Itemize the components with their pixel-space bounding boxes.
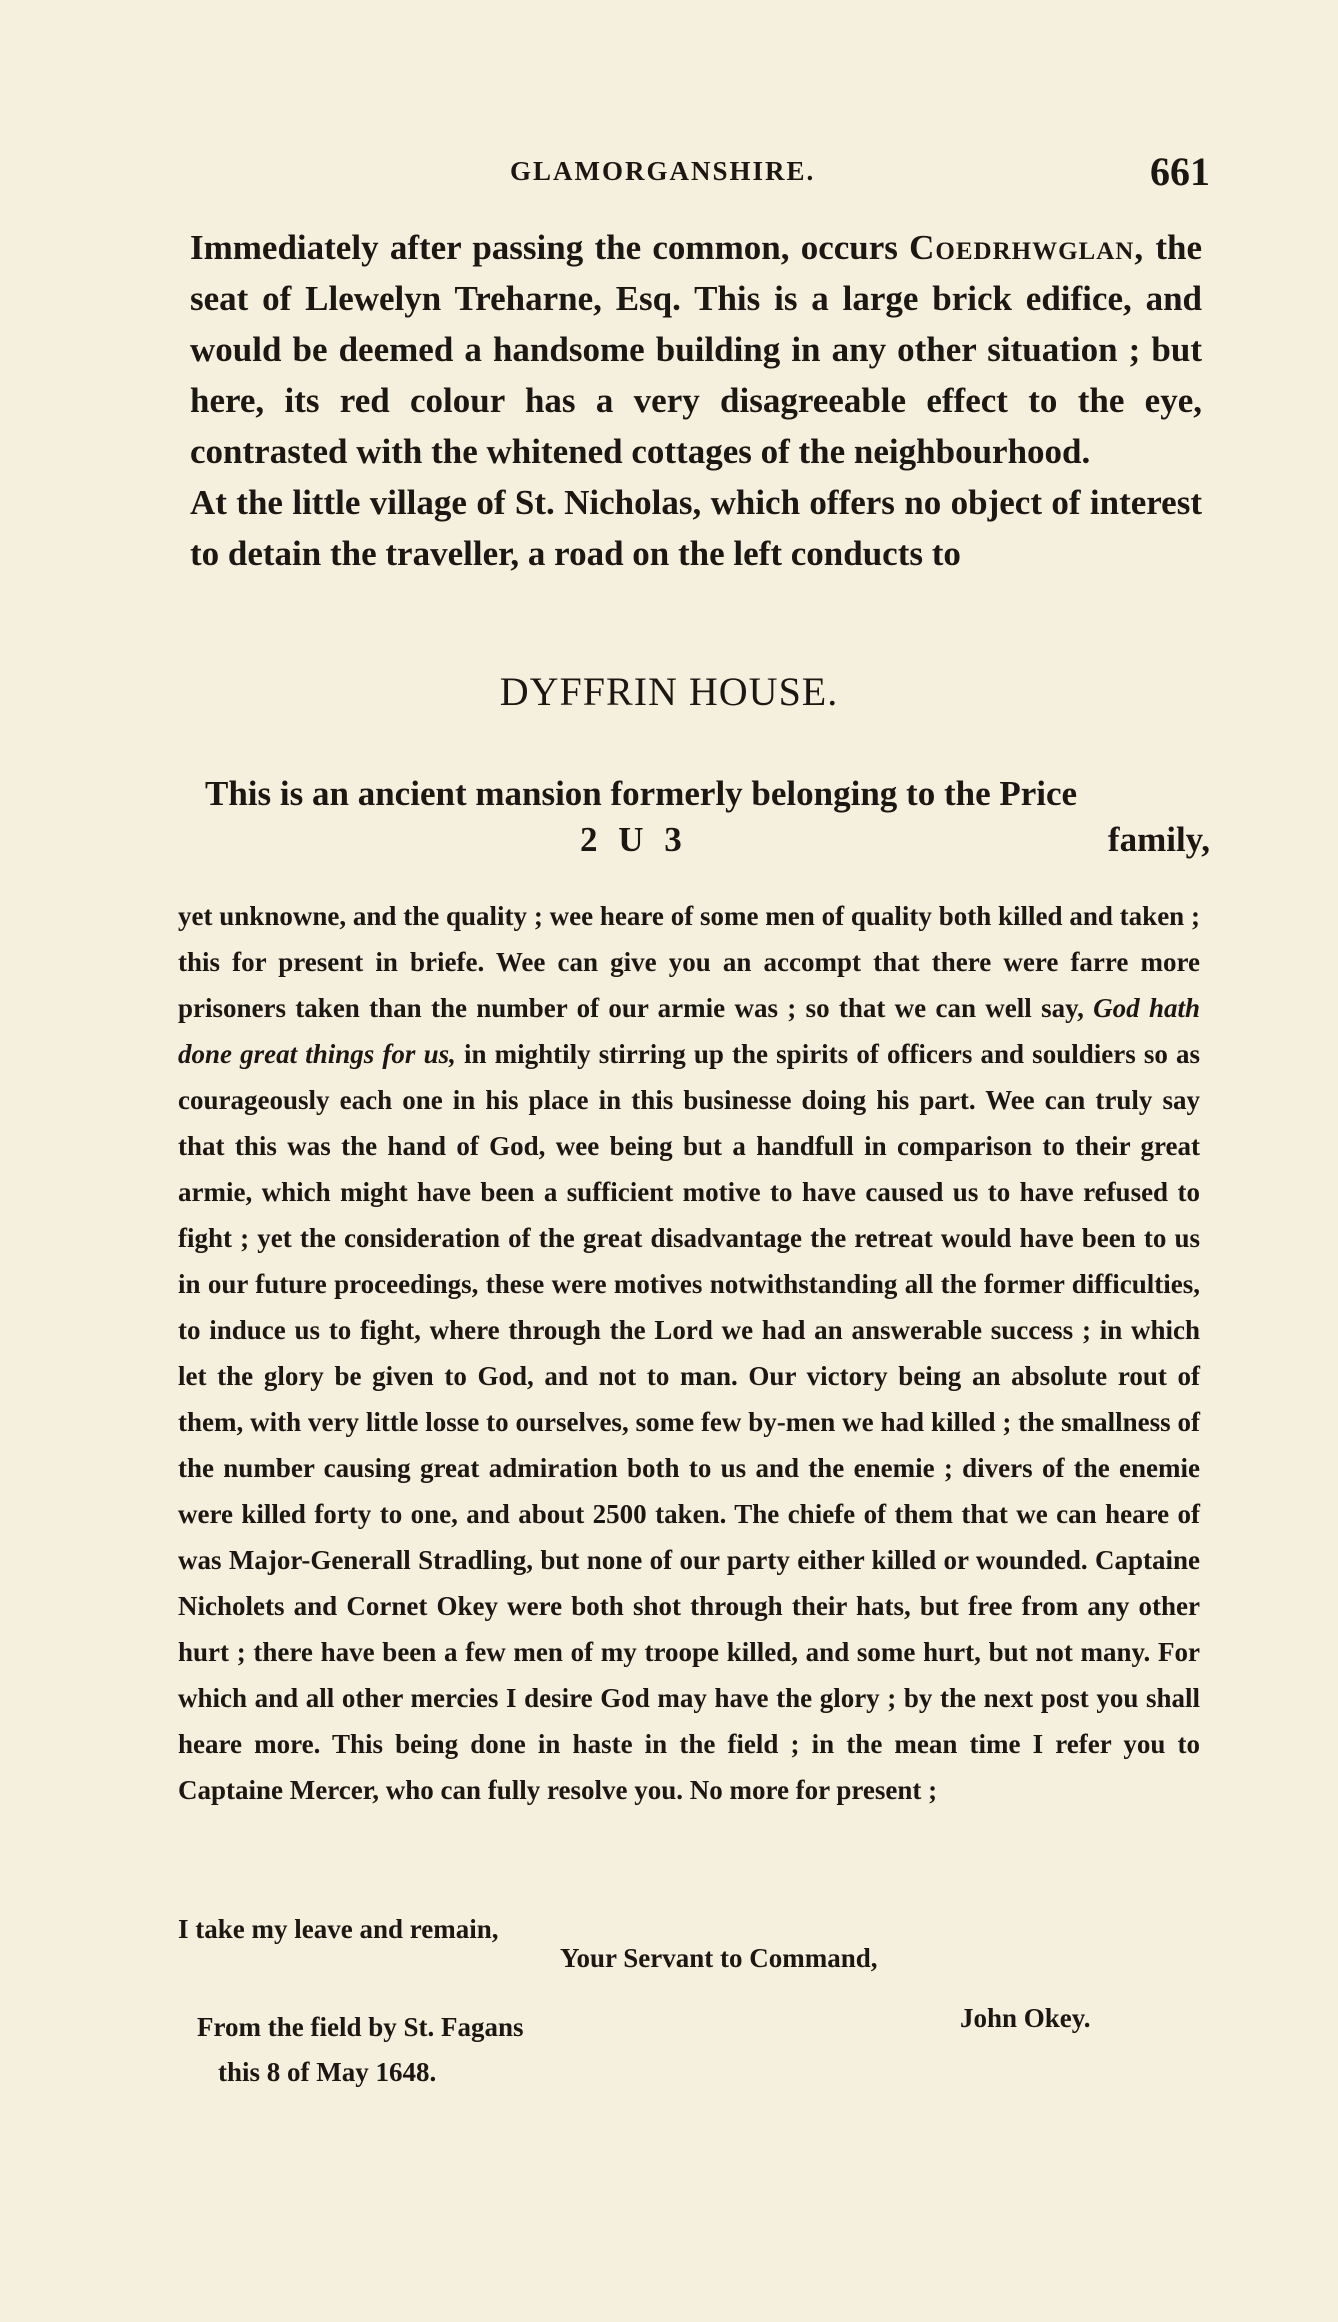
paragraph1-lead: Immediately after passing the common, occurs [190,228,910,267]
place-name-coedrhwglan: Coedrhwglan, [909,228,1145,267]
paragraph-dyffrin: This is an ancient mansion formerly belonging to the Price [205,774,1078,813]
main-text [190,222,1202,579]
footnote-italic: God hath done great things for us, [178,993,1200,1069]
signature-mark: 2 U 3 [580,820,688,859]
footnote-letter [178,893,1200,1813]
running-title: GLAMORGANSHIRE. [510,156,816,186]
catchword: family, [1107,820,1210,859]
closing-line: I take my leave and remain, [178,1914,499,1944]
letter-date: this 8 of May 1648. [218,2057,437,2087]
paragraph2-text: At the little village of St. Nicholas, which offers no object of interest to detain the traveller, a road on the left conducts to [190,483,1202,573]
paragraph-coedrhwglan [190,222,1202,477]
letter-signer: John Okey. [960,2003,1091,2033]
footnote-part1: yet unknowne, and the quality ; wee heare of some men of quality both killed and taken ; this for present in briefe. Wee can give you an accompt that there were farre more prisoners taken than the number of our armie was ; so that we can well say, [178,901,1200,1023]
page-number: 661 [1150,149,1210,194]
page-header [180,148,1210,198]
paragraph1-rest: the seat of Llewelyn Treharne, Esq. This is a large brick edifice, and would be deemed a handsome building in any other situation ; but here, its red colour has a very disagreeable effect to the eye, contrasted with the whitened cottages of the neighbourhood. [190,228,1203,471]
footnote-part2: in mightily stirring up the spirits of officers and souldiers so as courageously each one in his place in this businesse doing his part. Wee can truly say that this was the hand of God, wee being but a handfull in comparison to their great armie, which might have been a sufficient motive to have caused us to have refused to fight ; yet the consideration of the great disadvantage the retreat would have been to us in our future proceedings, these were motives notwithstanding all the former difficulties, to induce us to fight, where through the Lord we had an answerable success ; in which let the glory be given to God, and not to man. Our victory being an absolute rout of them, with very little losse to ourselves, some few by-men we had killed ; the smallness of the number causing great admiration both to us and the enemie ; divers of the enemie were killed forty to one, and about 2500 taken. The chiefe of them that we can heare of was Major-Generall Stradling, but none of our party either killed or wounded. Captaine Nicholets and Cornet Okey were both shot through their hats, but free from any other hurt ; there have been a few men of my troope killed, and some hurt, but not many. For which and all other mercies I desire God may have the glory ; by the next post you shall heare more. This being done in haste in the field ; in the mean time I refer you to Captaine Mercer, who can fully resolve you. No more for present ; [178,1039,1200,1805]
paragraph-st-nicholas [190,477,1202,579]
valediction: Your Servant to Command, [560,1943,878,1973]
letter-place: From the field by St. Fagans [197,2012,524,2042]
section-heading: DYFFRIN HOUSE. [499,669,839,714]
